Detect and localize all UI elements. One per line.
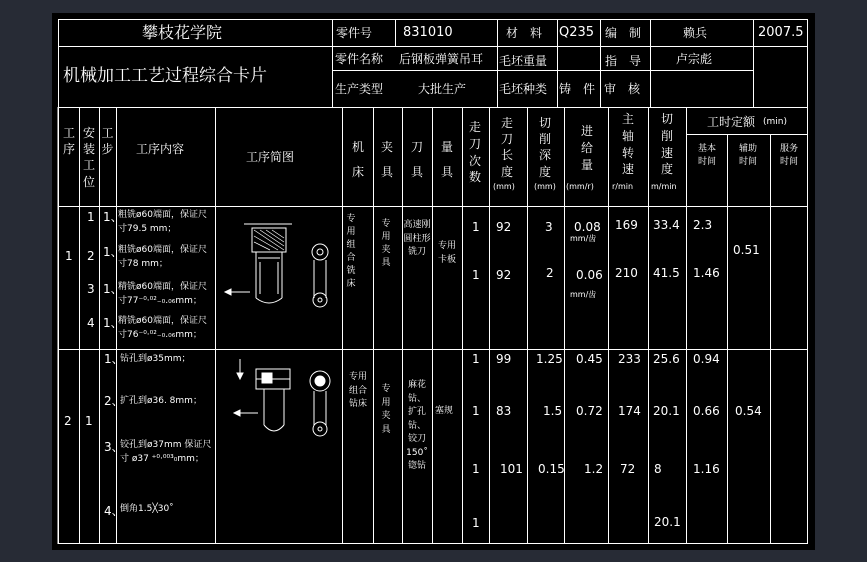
p2-tool: 麻花钻、扩孔钻、铰刀150˚锪钻: [406, 380, 428, 471]
p1-r1-cut-speed: 33.4: [653, 218, 680, 232]
guide-label: 指 导: [605, 54, 642, 68]
p1-content-1: 粗铣ø60端面，保证尺寸79.5 mm；: [118, 210, 207, 234]
p1-r2-feed-unit: mm/齿: [570, 290, 597, 299]
col-header-feed: 进给量: [580, 124, 593, 172]
blank-type-label: 毛坯种类: [499, 82, 548, 96]
blank-weight-label: 毛坯重量: [499, 54, 548, 68]
p2-r3-basic: 1.16: [693, 462, 720, 476]
compile-label: 编 制: [605, 26, 642, 40]
p2-r4-cut-speed: 20.1: [654, 515, 681, 529]
col-header-step: 工步: [101, 126, 114, 157]
p1-fixture: 专用夹具: [381, 219, 391, 269]
col-header-fixture: 夹具: [380, 140, 393, 180]
p2-op: 2: [64, 414, 72, 428]
p1-aux-time: 0.51: [733, 243, 760, 257]
p1-op: 1: [65, 249, 73, 263]
p2-r3-passes: 1: [472, 462, 480, 476]
p2-r3-feed: 1.2: [584, 462, 604, 476]
p2-r2-basic: 0.66: [693, 404, 720, 418]
part-name-value: 后钢板弹簧吊耳: [399, 52, 484, 66]
p1-r2-speed: 210: [615, 266, 638, 280]
col-header-time-unit: (min): [763, 117, 787, 127]
col-header-machine: 机床: [351, 140, 364, 180]
p1-r1-basic: 2.3: [693, 218, 713, 232]
school-name: 攀枝花学院: [142, 23, 223, 42]
material-label: 材 料: [506, 26, 543, 40]
col-header-speed: 主轴转速: [621, 112, 634, 177]
p1-setup-3: 3: [87, 282, 95, 296]
p2-r1-depth: 1.25: [536, 352, 563, 366]
p2-content-3: 铰孔到ø37mm 保证尺寸 ø37 ⁺⁰·⁰⁰³₀mm；: [120, 440, 212, 464]
p1-step-1: 1、: [103, 210, 123, 224]
col-header-cut-speed: 切削速度: [660, 112, 673, 177]
p2-r1-speed: 233: [618, 352, 641, 366]
col-header-length-unit: (mm): [493, 182, 515, 191]
p2-r1-cut-speed: 25.6: [653, 352, 680, 366]
col-header-basic-time: 基本时间: [697, 144, 716, 168]
p2-r2-speed: 174: [618, 404, 641, 418]
p1-r2-feed: 0.06: [576, 268, 603, 282]
col-header-time-quota: 工时定额: [707, 115, 756, 129]
p2-step-4: 4、: [104, 504, 124, 518]
date-value: 2007.5: [758, 25, 804, 40]
p1-content-3: 精铣ø60端面，保证尺寸77⁻⁰·⁰²₋₀.₀₆mm；: [118, 282, 207, 306]
p2-r2-passes: 1: [472, 404, 480, 418]
p2-r2-length: 83: [496, 404, 512, 418]
p1-setup-4: 4: [87, 316, 95, 330]
p1-sketch-part: [220, 210, 338, 346]
p1-r1-depth: 3: [545, 220, 553, 234]
p2-gauge: 塞规: [435, 406, 454, 416]
p2-machine: 专用组合钻床: [349, 372, 368, 409]
col-header-passes: 走刀次数: [468, 120, 481, 185]
blank-type-value: 铸 件: [559, 82, 596, 96]
p1-step-3: 1、: [103, 282, 123, 296]
p2-content-1: 钻孔到ø35mm；: [120, 354, 191, 364]
p2-step-2: 2、: [104, 394, 124, 408]
p2-r1-feed: 0.45: [576, 352, 603, 366]
p2-r4-passes: 1: [472, 516, 480, 530]
p2-r1-passes: 1: [472, 352, 480, 366]
col-header-cut-speed-unit: m/min: [651, 182, 677, 191]
review-label: 审 核: [604, 82, 641, 96]
col-header-sketch: 工序简图: [246, 150, 295, 164]
guide-value: 卢宗彪: [676, 52, 713, 66]
p1-step-4: 1、: [103, 316, 123, 330]
p2-r3-cut-speed: 8: [654, 462, 662, 476]
p1-content-4: 精铣ø60端面，保证尺寸76⁻⁰·⁰²₋₀.₀₆mm；: [118, 316, 207, 340]
p1-gauge: 专用卡板: [437, 241, 456, 265]
col-header-speed-unit: r/min: [612, 182, 634, 191]
p2-content-4: 倒角1.5╳30˚: [120, 504, 174, 514]
col-header-tool: 刀具: [410, 140, 423, 180]
p1-step-2: 1、: [103, 245, 123, 259]
p1-r2-passes: 1: [472, 268, 480, 282]
p2-step-1: 1、: [104, 352, 124, 366]
col-header-depth-unit: (mm): [534, 182, 556, 191]
p2-r1-basic: 0.94: [693, 352, 720, 366]
p1-r1-speed: 169: [615, 218, 638, 232]
p1-r1-feed: 0.08: [574, 220, 601, 234]
p2-r3-depth: 0.15: [538, 462, 565, 476]
p2-r2-cut-speed: 20.1: [653, 404, 680, 418]
p1-tool: 高速刚圆柱形铣刀: [403, 220, 431, 257]
col-header-length: 走刀长度: [500, 116, 513, 179]
card-title: 机械加工工艺过程综合卡片: [63, 66, 267, 86]
col-header-service-time: 服务时间: [779, 144, 798, 168]
p1-setup-1: 1: [87, 210, 95, 224]
p1-r2-depth: 2: [546, 266, 554, 280]
p2-r3-length: 101: [500, 462, 523, 476]
p2-r2-feed: 0.72: [576, 404, 603, 418]
p1-machine: 专用组合铣床: [346, 214, 356, 290]
p1-content-2: 粗铣ø60端面，保证尺寸78 mm；: [118, 245, 207, 269]
col-header-gauge: 量具: [440, 140, 453, 180]
p2-r1-length: 99: [496, 352, 512, 366]
p2-r3-speed: 72: [620, 462, 636, 476]
p1-r2-basic: 1.46: [693, 266, 720, 280]
p1-setup-2: 2: [87, 249, 95, 263]
p2-content-2: 扩孔到ø36. 8mm；: [120, 396, 202, 406]
p1-r1-passes: 1: [472, 220, 480, 234]
col-header-setup: 安装工位: [82, 126, 95, 189]
p1-r2-cut-speed: 41.5: [653, 266, 680, 280]
part-no-label: 零件号: [336, 26, 373, 40]
p2-sketch-part: [228, 353, 338, 448]
p1-r1-length: 92: [496, 220, 512, 234]
col-header-content: 工序内容: [136, 142, 185, 156]
col-header-depth: 切削深度: [538, 116, 551, 179]
compiler-value: 赖兵: [683, 26, 708, 40]
p1-r1-feed-unit: mm/齿: [570, 234, 597, 243]
col-header-op: 工序: [62, 126, 75, 157]
drawing-sheet: [52, 13, 815, 550]
p2-fixture: 专用夹具: [381, 384, 391, 435]
p2-setup: 1: [85, 414, 93, 428]
part-name-label: 零件名称: [335, 52, 384, 66]
p2-aux-time: 0.54: [735, 404, 762, 418]
material-value: Q235: [559, 25, 595, 40]
production-type-label: 生产类型: [335, 82, 384, 96]
p1-r2-length: 92: [496, 268, 512, 282]
part-no-value: 831010: [403, 25, 453, 40]
col-header-feed-unit: (mm/r): [566, 182, 594, 191]
p2-r2-depth: 1.5: [543, 404, 563, 418]
production-type-value: 大批生产: [418, 82, 467, 96]
p2-step-3: 3、: [104, 440, 124, 454]
col-header-aux-time: 辅助时间: [738, 144, 757, 168]
